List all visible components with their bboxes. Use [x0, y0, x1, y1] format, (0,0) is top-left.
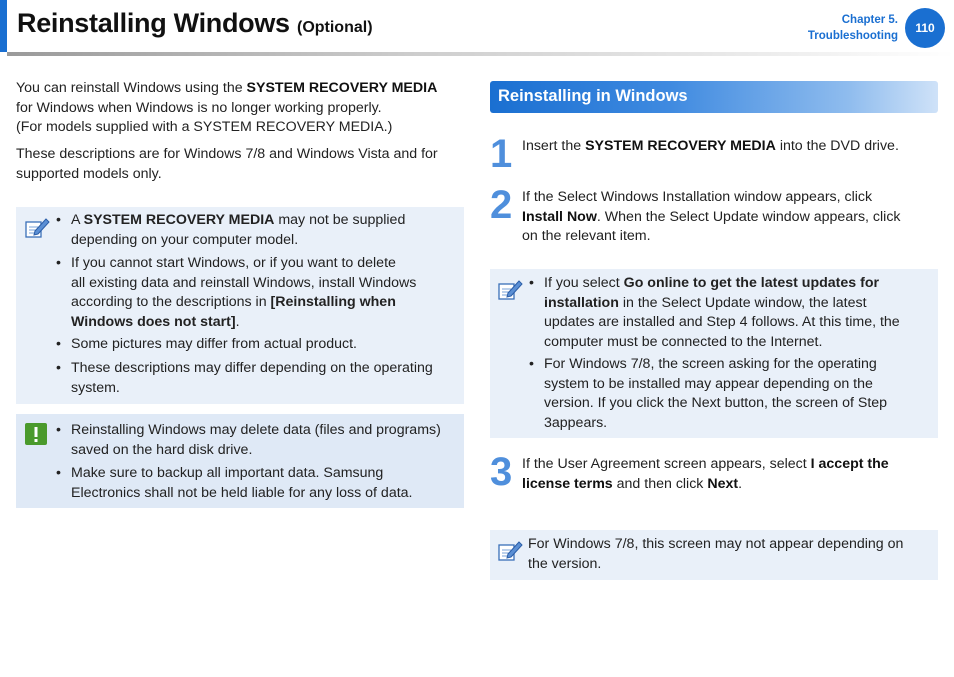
warning-box: [16, 414, 464, 508]
page-title-text: Reinstalling Windows: [17, 8, 290, 38]
pencil-note-icon: [24, 216, 50, 240]
step-number: 2: [490, 183, 513, 227]
page-number: 110: [915, 21, 935, 35]
note-text: For Windows 7/8, this screen may not appear depending on the version.: [528, 536, 904, 572]
exclamation-icon: [25, 423, 47, 445]
note-item: • Some pictures may differ from actual product.: [71, 335, 461, 355]
section-heading: [490, 81, 938, 113]
chapter-label: [808, 12, 898, 44]
page-title: [17, 8, 373, 39]
warning-item: • Reinstalling Windows may delete data (files and programs) saved on the hard disk drive.: [71, 421, 461, 460]
pencil-note-icon: [497, 278, 523, 302]
step-1-text: Insert the SYSTEM RECOVERY MEDIA into the DVD drive.: [522, 138, 899, 154]
warning-item: • Make sure to backup all important data. Samsung Electronics shall not be held liable for any loss of data.: [71, 464, 461, 503]
header-accent-bar: [0, 0, 7, 52]
chapter-number: Chapter 5.: [841, 14, 898, 26]
page-number-badge: [905, 8, 945, 48]
page-title-optional: (Optional): [296, 19, 373, 36]
pencil-note-icon: [497, 539, 523, 563]
note-item: • For Windows 7/8, the screen asking for the operating system to be installed may appear depending on the version. If you click the Next button, the screen of Step 3appears.: [544, 355, 934, 433]
step-3-text: If the User Agreement screen appears, select I accept the license terms and then click Next.: [522, 456, 889, 492]
section-heading-text: Reinstalling in Windows: [498, 87, 688, 105]
note-box: [490, 530, 938, 580]
intro-paragraph-2: These descriptions are for Windows 7/8 and Windows Vista and for supported models only.: [16, 146, 438, 182]
step-2-text: If the Select Windows Installation window appears, click Install Now. When the Select Update window appears, click on the relevant item.: [522, 189, 901, 244]
intro-paragraph-1: You can reinstall Windows using the SYSTEM RECOVERY MEDIA for Windows when Windows is no longer working properly. (For models supplied with a SYSTEM RECOVERY MEDIA.): [16, 80, 438, 135]
note-box: [490, 269, 938, 438]
step-number: 1: [490, 132, 513, 176]
note-item: • If you select Go online to get the latest updates for installation in the Select Update window, the latest updates are installed and Step 4 follows. At this time, the computer must be connected to the Internet.: [544, 274, 934, 352]
note-item: • A SYSTEM RECOVERY MEDIA may not be supplied depending on your computer model.: [71, 211, 461, 250]
chapter-name: Troubleshooting: [807, 30, 898, 42]
step-number: 3: [490, 450, 513, 494]
header-divider: [7, 52, 954, 56]
note-box: [16, 207, 464, 404]
note-item: • If you cannot start Windows, or if you want to delete all existing data and reinstall Windows, install Windows according to the descriptions in [Reinstalling when Windows does not start].: [71, 254, 461, 332]
note-item: • These descriptions may differ depending on the operating system.: [71, 359, 461, 398]
